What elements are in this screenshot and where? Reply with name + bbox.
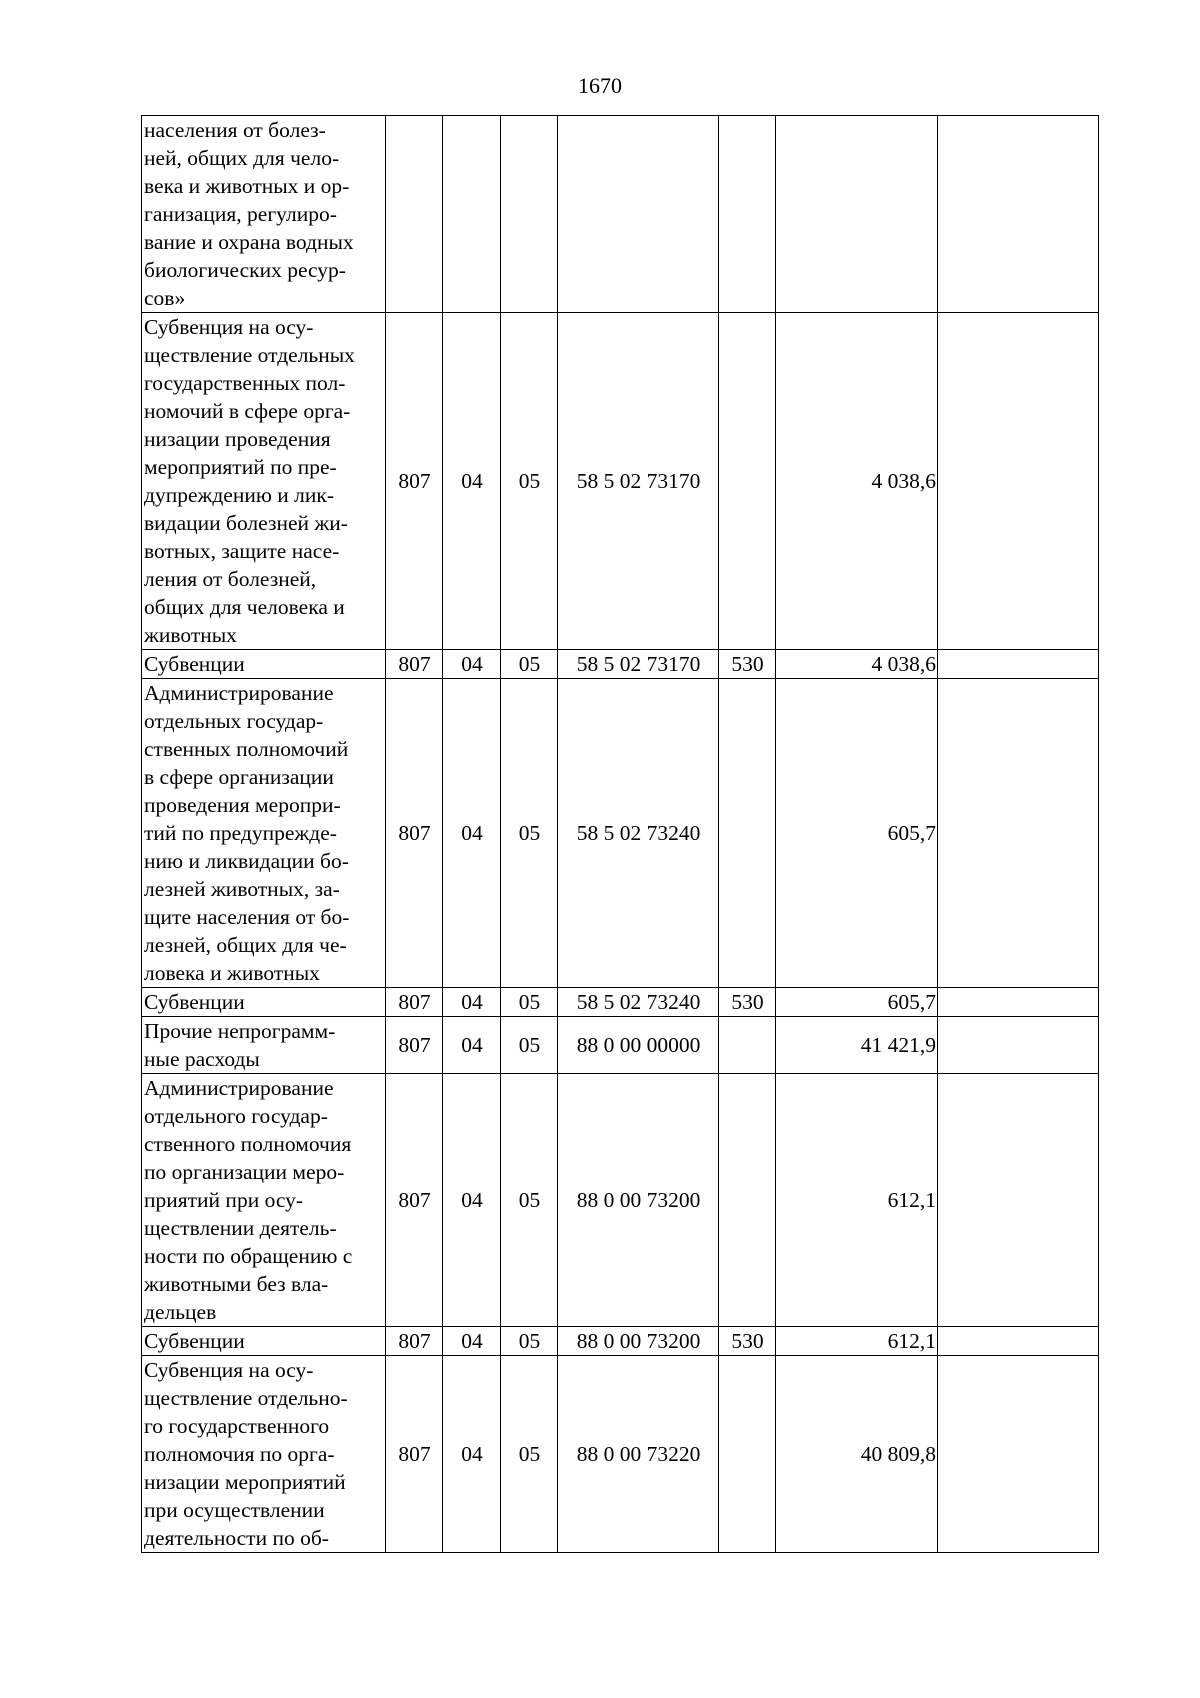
cell-section: 04	[443, 1327, 501, 1356]
description-line: приятий при осу-	[144, 1188, 304, 1212]
description-line: Субвенция на осу-	[144, 315, 314, 339]
cell-amount-2	[938, 679, 1099, 988]
page-number: 1670	[578, 73, 622, 98]
cell-expense-type	[719, 1074, 776, 1327]
description-line: отдельных государ-	[144, 709, 324, 733]
cell-description	[142, 650, 386, 679]
cell-description	[142, 988, 386, 1017]
description-line: дупреждению и лик-	[144, 483, 334, 507]
description-line: населения от болез-	[144, 118, 326, 142]
cell-amount-2	[938, 1017, 1099, 1074]
description-line: Субвенции	[144, 1329, 245, 1353]
description-line: биологических ресур-	[144, 258, 346, 282]
cell-target-article: 88 0 00 73220	[558, 1356, 719, 1553]
description-line: нию и ликвидации бо-	[144, 849, 349, 873]
cell-expense-type	[719, 1356, 776, 1553]
cell-section: 04	[443, 1017, 501, 1074]
description-line: номочий в сфере орга-	[144, 399, 351, 423]
cell-target-article: 58 5 02 73240	[558, 988, 719, 1017]
cell-expense-type	[719, 679, 776, 988]
description-line: сов»	[144, 286, 186, 310]
description-line: ственных полномочий	[144, 737, 349, 761]
description-line: низации мероприятий	[144, 1470, 346, 1494]
cell-amount: 4 038,6	[776, 650, 938, 679]
description-line: общих для человека и	[144, 595, 345, 619]
cell-target-article: 58 5 02 73170	[558, 313, 719, 650]
description-line: лезней животных, за-	[144, 877, 340, 901]
cell-target-article	[558, 116, 719, 313]
table-row	[142, 679, 1099, 988]
cell-subsection: 05	[501, 1017, 558, 1074]
description-line: ственного полномочия	[144, 1132, 352, 1156]
description-line: полномочия по орга-	[144, 1442, 335, 1466]
description-line: щите населения от бо-	[144, 905, 350, 929]
description-line: лезней, общих для че-	[144, 933, 347, 957]
cell-expense-type	[719, 1017, 776, 1074]
cell-section	[443, 116, 501, 313]
description-line: государственных пол-	[144, 371, 346, 395]
table-row	[142, 650, 1099, 679]
cell-description	[142, 116, 386, 313]
cell-target-article: 88 0 00 00000	[558, 1017, 719, 1074]
cell-target-article: 88 0 00 73200	[558, 1074, 719, 1327]
description-line: дельцев	[144, 1300, 217, 1324]
cell-section: 04	[443, 313, 501, 650]
description-line: вотных, защите насе-	[144, 539, 340, 563]
description-line: низации проведения	[144, 427, 331, 451]
cell-ved: 807	[386, 1017, 443, 1074]
cell-description	[142, 313, 386, 650]
cell-section: 04	[443, 1356, 501, 1553]
description-line: ней, общих для чело-	[144, 146, 340, 170]
description-line: Субвенции	[144, 990, 245, 1014]
cell-section: 04	[443, 679, 501, 988]
cell-target-article: 58 5 02 73170	[558, 650, 719, 679]
cell-amount	[776, 116, 938, 313]
budget-table	[141, 115, 1099, 1553]
cell-ved: 807	[386, 313, 443, 650]
description-line: века и животных и ор-	[144, 174, 350, 198]
description-line: отдельного государ-	[144, 1104, 328, 1128]
cell-subsection: 05	[501, 679, 558, 988]
description-line: мероприятий по пре-	[144, 455, 337, 479]
cell-section: 04	[443, 988, 501, 1017]
description-line: Субвенция на осу-	[144, 1358, 314, 1382]
table-row	[142, 1356, 1099, 1553]
cell-description	[142, 1074, 386, 1327]
cell-amount: 41 421,9	[776, 1017, 938, 1074]
cell-description	[142, 1356, 386, 1553]
cell-subsection: 05	[501, 988, 558, 1017]
cell-subsection: 05	[501, 1356, 558, 1553]
table-row	[142, 116, 1099, 313]
cell-amount-2	[938, 313, 1099, 650]
description-line: животных	[144, 623, 237, 647]
description-line: ности по обращению с	[144, 1244, 353, 1268]
cell-amount-2	[938, 988, 1099, 1017]
cell-section: 04	[443, 650, 501, 679]
cell-expense-type	[719, 313, 776, 650]
cell-amount-2	[938, 1074, 1099, 1327]
description-line: Прочие непрограмм-	[144, 1019, 336, 1043]
cell-ved: 807	[386, 988, 443, 1017]
cell-expense-type: 530	[719, 650, 776, 679]
cell-amount-2	[938, 116, 1099, 313]
description-line: Администрирование	[144, 681, 334, 705]
description-line: Субвенции	[144, 652, 245, 676]
description-line: в сфере организации	[144, 765, 334, 789]
cell-amount-2	[938, 1327, 1099, 1356]
cell-amount: 605,7	[776, 988, 938, 1017]
description-line: при осуществлении	[144, 1498, 325, 1522]
table-body	[142, 116, 1099, 1553]
table-row	[142, 988, 1099, 1017]
cell-ved: 807	[386, 1356, 443, 1553]
description-line: ганизация, регулиро-	[144, 202, 337, 226]
cell-subsection	[501, 116, 558, 313]
cell-amount: 40 809,8	[776, 1356, 938, 1553]
description-line: ществление отдельных	[144, 343, 355, 367]
description-line: вание и охрана водных	[144, 230, 354, 254]
cell-expense-type: 530	[719, 1327, 776, 1356]
cell-target-article: 58 5 02 73240	[558, 679, 719, 988]
cell-ved: 807	[386, 650, 443, 679]
description-line: ные расходы	[144, 1047, 260, 1071]
cell-section: 04	[443, 1074, 501, 1327]
cell-description	[142, 1327, 386, 1356]
description-line: ществление отдельно-	[144, 1386, 348, 1410]
table-row	[142, 1074, 1099, 1327]
cell-amount: 605,7	[776, 679, 938, 988]
table-row	[142, 1017, 1099, 1074]
description-line: проведения меропри-	[144, 793, 341, 817]
cell-ved: 807	[386, 1074, 443, 1327]
cell-amount: 612,1	[776, 1074, 938, 1327]
cell-ved: 807	[386, 679, 443, 988]
cell-ved: 807	[386, 1327, 443, 1356]
cell-subsection: 05	[501, 1327, 558, 1356]
cell-ved	[386, 116, 443, 313]
cell-subsection: 05	[501, 650, 558, 679]
cell-description	[142, 1017, 386, 1074]
table-row	[142, 1327, 1099, 1356]
description-line: ловека и животных	[144, 961, 320, 985]
cell-subsection: 05	[501, 313, 558, 650]
cell-amount: 612,1	[776, 1327, 938, 1356]
table-row	[142, 313, 1099, 650]
cell-target-article: 88 0 00 73200	[558, 1327, 719, 1356]
description-line: ществлении деятель-	[144, 1216, 337, 1240]
description-line: видации болезней жи-	[144, 511, 348, 535]
cell-amount: 4 038,6	[776, 313, 938, 650]
description-line: го государственного	[144, 1414, 330, 1438]
cell-amount-2	[938, 1356, 1099, 1553]
description-line: тий по предупрежде-	[144, 821, 337, 845]
description-line: Администрирование	[144, 1076, 334, 1100]
description-line: животными без вла-	[144, 1272, 329, 1296]
description-line: деятельности по об-	[144, 1526, 329, 1550]
cell-description	[142, 679, 386, 988]
cell-amount-2	[938, 650, 1099, 679]
cell-subsection: 05	[501, 1074, 558, 1327]
cell-expense-type	[719, 116, 776, 313]
description-line: ления от болезней,	[144, 567, 317, 591]
description-line: по организации меро-	[144, 1160, 345, 1184]
cell-expense-type: 530	[719, 988, 776, 1017]
